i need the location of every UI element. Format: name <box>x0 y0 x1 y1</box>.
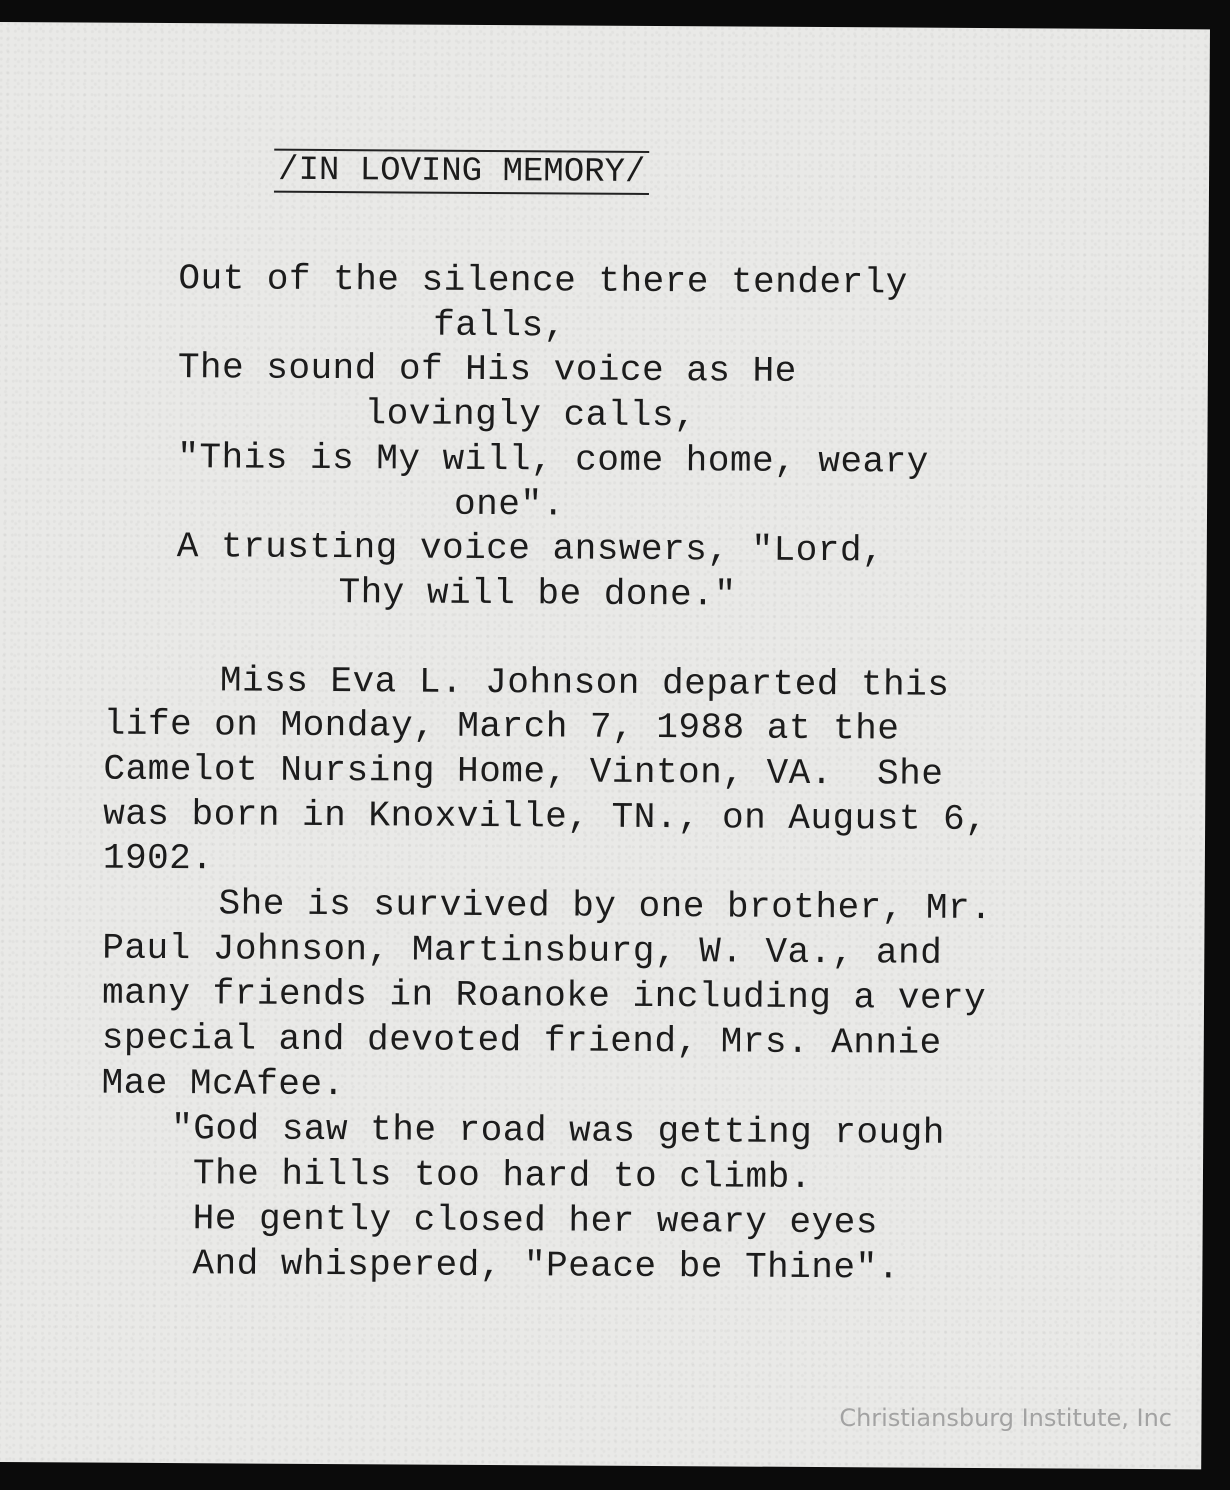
watermark: Christiansburg Institute, Inc <box>839 1404 1172 1432</box>
survivors-line: many friends in Roanoke including a very <box>101 972 987 1020</box>
verse-line: And whispered, "Peace be Thine". <box>192 1243 900 1289</box>
poem-line: Out of the silence there tenderly <box>178 258 908 304</box>
obituary-line: 1902. <box>102 837 214 880</box>
survivors-line: special and devoted friend, Mrs. Annie <box>101 1017 942 1064</box>
verse-line: He gently closed her weary eyes <box>192 1198 879 1244</box>
obituary-line: life on Monday, March 7, 1988 at the <box>103 703 900 750</box>
memorial-page <box>0 22 1210 1469</box>
page-title: /IN LOVING MEMORY/ <box>274 149 650 195</box>
obituary-line: was born in Knoxville, TN., on August 6, <box>103 793 988 841</box>
poem-line: "This is My will, come home, weary <box>177 437 929 483</box>
poem-line: one". <box>453 483 565 526</box>
survivors-line: Mae McAfee. <box>101 1062 345 1106</box>
poem-line: falls, <box>433 304 566 347</box>
survivors-line: Paul Johnson, Martinsburg, W. Va., and <box>102 927 943 974</box>
poem-line: Thy will be done." <box>338 572 737 616</box>
poem-line: lovingly calls, <box>364 393 697 437</box>
poem-line: A trusting voice answers, "Lord, <box>176 526 885 572</box>
obituary-line: Camelot Nursing Home, Vinton, VA. She <box>103 748 944 795</box>
verse-line: "God saw the road was getting rough <box>171 1108 945 1154</box>
poem-line: The sound of His voice as He <box>177 347 797 392</box>
survivors-line: She is survived by one brother, Mr. <box>218 883 993 930</box>
obituary-line: Miss Eva L. Johnson departed this <box>219 660 950 706</box>
verse-line: The hills too hard to climb. <box>192 1153 812 1198</box>
